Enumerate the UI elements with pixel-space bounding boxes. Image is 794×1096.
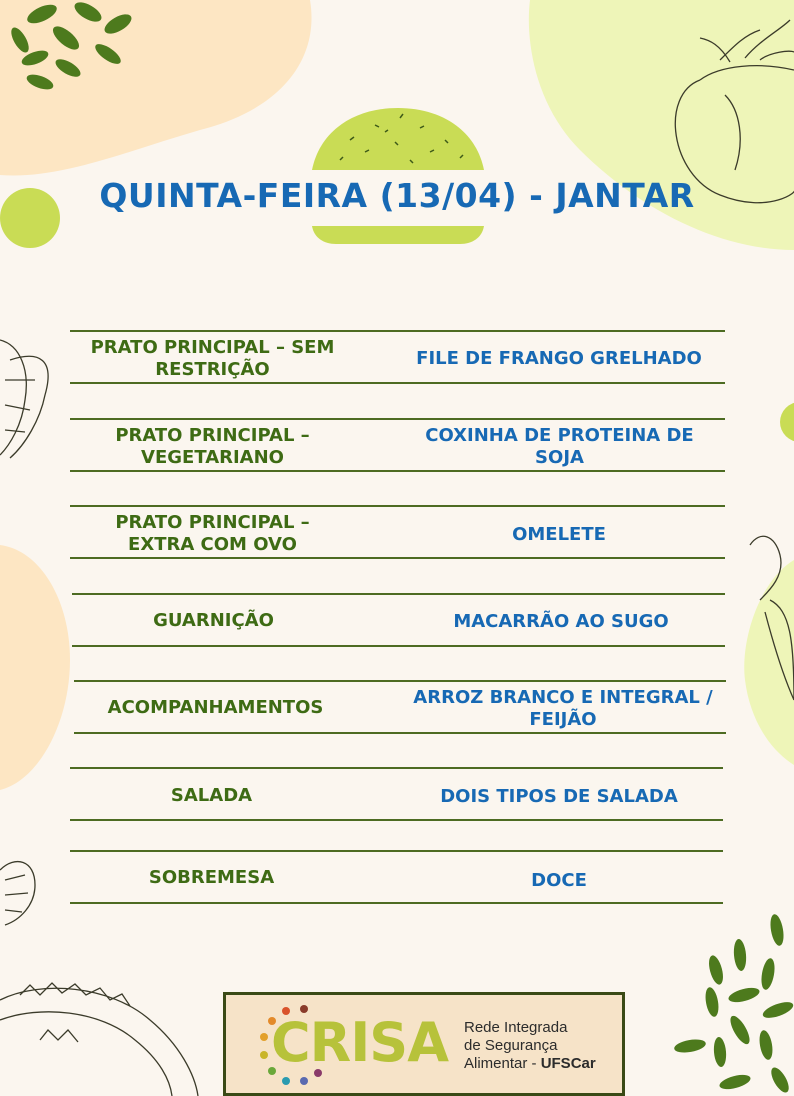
menu-row-prato-sem-restricao (70, 330, 725, 384)
menu-value: COXINHA DE PROTEINA DE SOJA (425, 425, 694, 468)
menu-label: PRATO PRINCIPAL – EXTRA COM OVO (115, 512, 310, 555)
lettuce-outline-left-icon (0, 340, 48, 458)
menu-label: SALADA (170, 785, 253, 806)
org-line-3: Alimentar - UFSCar (464, 1055, 596, 1072)
lime-dot-right (780, 402, 794, 442)
menu-value: FILE DE FRANGO GRELHADO (416, 348, 702, 369)
menu-label: ACOMPANHAMENTOS (107, 697, 324, 718)
taco-outline-icon (0, 983, 198, 1096)
org-line-2: de Segurança (464, 1037, 558, 1054)
green-leaves-bottom-right-icon (673, 913, 794, 1095)
menu-row-acompanhamentos (74, 680, 726, 734)
menu-value: DOCE (531, 870, 587, 891)
peach-blob-left (0, 545, 70, 790)
menu-value: DOIS TIPOS DE SALADA (440, 786, 678, 807)
menu-label: PRATO PRINCIPAL – VEGETARIANO (115, 425, 310, 468)
menu-row-prato-extra-ovo (70, 505, 725, 559)
page-title: QUINTA-FEIRA (13/04) - JANTAR (99, 176, 695, 215)
menu-label: PRATO PRINCIPAL – SEM RESTRIÇÃO (90, 337, 335, 380)
menu-row-sobremesa (70, 850, 723, 904)
menu-row-prato-vegetariano (70, 418, 725, 472)
org-line-1: Rede Integrada (464, 1019, 568, 1036)
crisa-logo-text: CRISA (271, 1011, 448, 1074)
menu-value: OMELETE (512, 524, 606, 545)
menu-row-salada (70, 767, 723, 821)
menu-row-guarnicao (72, 593, 725, 647)
menu-label: GUARNIÇÃO (153, 610, 274, 631)
bun-top (312, 108, 484, 170)
menu-value: MACARRÃO AO SUGO (453, 611, 669, 632)
bun-bottom (312, 226, 484, 244)
crisa-logo-box (223, 992, 625, 1096)
menu-label: SOBREMESA (148, 867, 275, 888)
menu-value: ARROZ BRANCO E INTEGRAL / FEIJÃO (413, 687, 713, 730)
lettuce-outline-bottom-left-icon (0, 862, 35, 925)
